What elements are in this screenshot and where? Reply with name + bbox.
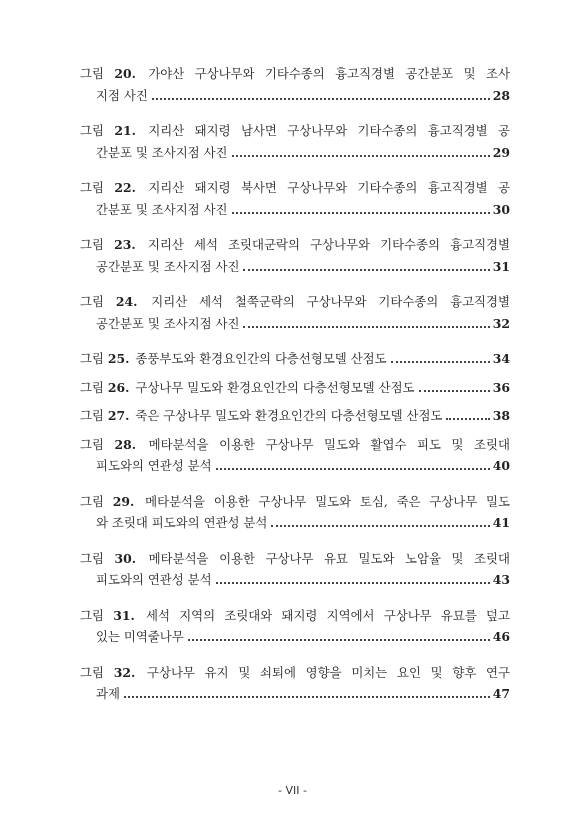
toc-entry-27 bbox=[80, 405, 510, 427]
entry-title: 메타분석을 이용한 구상나무 밀도와 활엽수 피도 및 조릿대 bbox=[148, 436, 510, 452]
entry-number: 32. bbox=[113, 664, 136, 680]
page-number: 41 bbox=[492, 515, 510, 530]
entry-leader-line bbox=[80, 455, 510, 477]
page-number: 29 bbox=[492, 144, 510, 160]
entry-number: 25. bbox=[107, 351, 130, 366]
entry-title bbox=[80, 377, 415, 399]
entry-number: 20. bbox=[114, 66, 136, 81]
page-number: 31 bbox=[492, 258, 510, 274]
entry-label: 그림 bbox=[80, 66, 104, 81]
entry-title-line bbox=[80, 234, 510, 256]
entry-title-line bbox=[80, 177, 510, 199]
dot-leader bbox=[271, 525, 489, 527]
page-number: 28 bbox=[492, 87, 510, 103]
entry-title: 가야산 구상나무와 기타수종의 흉고직경별 공간분포 및 조사 bbox=[148, 66, 510, 81]
entry-title-line bbox=[80, 434, 510, 456]
entry-title bbox=[80, 348, 387, 370]
entry-label: 그림 bbox=[80, 123, 104, 138]
entry-label: 그림 bbox=[80, 607, 104, 623]
entry-title-line bbox=[80, 605, 510, 627]
page-number: 43 bbox=[492, 572, 510, 587]
entry-label: 그림 bbox=[80, 351, 104, 366]
entry-title-cont: 있는 미역줄나무 bbox=[96, 629, 184, 644]
toc-entry-31 bbox=[80, 605, 510, 648]
dot-leader bbox=[232, 212, 490, 214]
entry-title bbox=[80, 405, 442, 427]
entry-title-line bbox=[80, 120, 510, 142]
entry-label: 그림 bbox=[80, 237, 104, 252]
entry-leader-line bbox=[80, 199, 510, 221]
entry-label: 그림 bbox=[80, 379, 104, 395]
page-number: 30 bbox=[492, 201, 510, 217]
entry-title-cont: 피도와의 연관성 분석 bbox=[96, 458, 212, 473]
entry-number: 23. bbox=[114, 237, 136, 252]
entry-leader-line bbox=[80, 348, 510, 370]
entry-title: 지리산 돼지령 북사면 구상나무와 기타수종의 흉고직경별 공 bbox=[148, 180, 510, 195]
dot-leader bbox=[243, 326, 489, 328]
entry-title-cont: 간분포 및 조사지점 사진 bbox=[96, 201, 228, 217]
entry-number: 22. bbox=[114, 180, 136, 195]
entry-leader-line bbox=[80, 377, 510, 399]
dot-leader bbox=[243, 269, 489, 271]
page-footer-number: - VII - bbox=[278, 784, 307, 797]
entry-leader-line bbox=[80, 405, 510, 427]
toc-entry-25 bbox=[80, 348, 510, 370]
dot-leader bbox=[419, 390, 490, 392]
toc-entry-28 bbox=[80, 434, 510, 477]
dot-leader bbox=[216, 582, 490, 584]
entry-title: 지리산 세석 조릿대군락의 구상나무와 기타수종의 흉고직경별 bbox=[147, 237, 510, 252]
entry-title: 세석 지역의 조릿대와 돼지령 지역에서 구상나무 유묘를 덮고 bbox=[146, 607, 510, 623]
toc-entry-32 bbox=[80, 662, 510, 705]
entry-number: 26. bbox=[107, 379, 130, 395]
page-number: 40 bbox=[492, 458, 510, 473]
dot-leader bbox=[216, 468, 490, 470]
entry-leader-line bbox=[80, 569, 510, 591]
entry-title: 지리산 세석 철쭉군락의 구상나무와 기타수종의 흉고직경별 bbox=[151, 294, 510, 309]
entry-label: 그림 bbox=[80, 294, 104, 309]
entry-label: 그림 bbox=[80, 493, 104, 509]
dot-leader bbox=[152, 98, 490, 100]
entry-title-cont: 과제 bbox=[96, 686, 120, 701]
dot-leader bbox=[188, 639, 490, 641]
entry-title-line bbox=[80, 291, 510, 313]
entry-number: 31. bbox=[113, 607, 135, 623]
entry-leader-line bbox=[80, 512, 510, 534]
entry-leader-line bbox=[80, 626, 510, 648]
entry-title-cont: 피도와의 연관성 분석 bbox=[96, 572, 212, 587]
entry-title-line bbox=[80, 548, 510, 570]
entry-title-line bbox=[80, 662, 510, 684]
toc-entry-23 bbox=[80, 234, 510, 277]
dot-leader bbox=[232, 155, 490, 157]
page-number: 36 bbox=[492, 379, 510, 395]
entry-title-cont: 지점 사진 bbox=[96, 87, 148, 103]
entry-title: 구상나무 유지 및 쇠퇴에 영향을 미치는 요인 및 향후 연구 bbox=[147, 664, 510, 680]
toc-entry-29 bbox=[80, 491, 510, 534]
dot-leader bbox=[124, 696, 490, 698]
page-number: 32 bbox=[492, 315, 510, 331]
entry-number: 28. bbox=[114, 436, 137, 452]
entry-title-cont: 와 조릿대 피도와의 연관성 분석 bbox=[96, 515, 268, 530]
entry-label: 그림 bbox=[80, 180, 104, 195]
toc-entry-30 bbox=[80, 548, 510, 591]
figure-list bbox=[80, 63, 510, 719]
entry-title: 지리산 돼지령 남사면 구상나무와 기타수종의 흉고직경별 공 bbox=[148, 123, 510, 138]
entry-title-line bbox=[80, 491, 510, 513]
entry-title-cont: 간분포 및 조사지점 사진 bbox=[96, 144, 228, 160]
page-number: 34 bbox=[492, 351, 510, 366]
entry-title-cont: 공간분포 및 조사지점 사진 bbox=[96, 258, 240, 274]
entry-number: 21. bbox=[114, 123, 136, 138]
entry-title: 메타분석을 이용한 구상나무 유묘 밀도와 노암율 및 조릿대 bbox=[148, 550, 510, 566]
dot-leader bbox=[391, 361, 490, 363]
entry-leader-line bbox=[80, 85, 510, 107]
entry-text: 구상나무 밀도와 환경요인간의 다층선형모델 산점도 bbox=[135, 379, 415, 395]
entry-label: 그림 bbox=[80, 436, 104, 452]
entry-number: 24. bbox=[115, 294, 138, 309]
entry-title: 메타분석을 이용한 구상나무 밀도와 토심, 죽은 구상나무 밀도 bbox=[145, 493, 510, 509]
entry-number: 27. bbox=[107, 408, 130, 423]
entry-text: 종풍부도와 환경요인간의 다층선형모델 산점도 bbox=[135, 351, 387, 366]
toc-entry-26 bbox=[80, 377, 510, 399]
toc-entry-20 bbox=[80, 63, 510, 106]
entry-title-line bbox=[80, 63, 510, 85]
toc-entry-21 bbox=[80, 120, 510, 163]
page-number: 38 bbox=[492, 408, 510, 423]
toc-entry-24 bbox=[80, 291, 510, 334]
entry-leader-line bbox=[80, 256, 510, 278]
dot-leader bbox=[446, 418, 489, 420]
entry-text: 죽은 구상나무 밀도와 환경요인간의 다층선형모델 산점도 bbox=[135, 408, 443, 423]
page-number: 46 bbox=[492, 629, 510, 644]
toc-entry-22 bbox=[80, 177, 510, 220]
entry-label: 그림 bbox=[80, 550, 104, 566]
entry-leader-line bbox=[80, 683, 510, 705]
entry-number: 29. bbox=[112, 493, 135, 509]
entry-number: 30. bbox=[114, 550, 137, 566]
entry-leader-line bbox=[80, 142, 510, 164]
entry-title-cont: 공간분포 및 조사지점 사진 bbox=[96, 315, 240, 331]
entry-label: 그림 bbox=[80, 408, 104, 423]
page-number: 47 bbox=[492, 686, 510, 701]
entry-label: 그림 bbox=[80, 664, 104, 680]
entry-leader-line bbox=[80, 313, 510, 335]
